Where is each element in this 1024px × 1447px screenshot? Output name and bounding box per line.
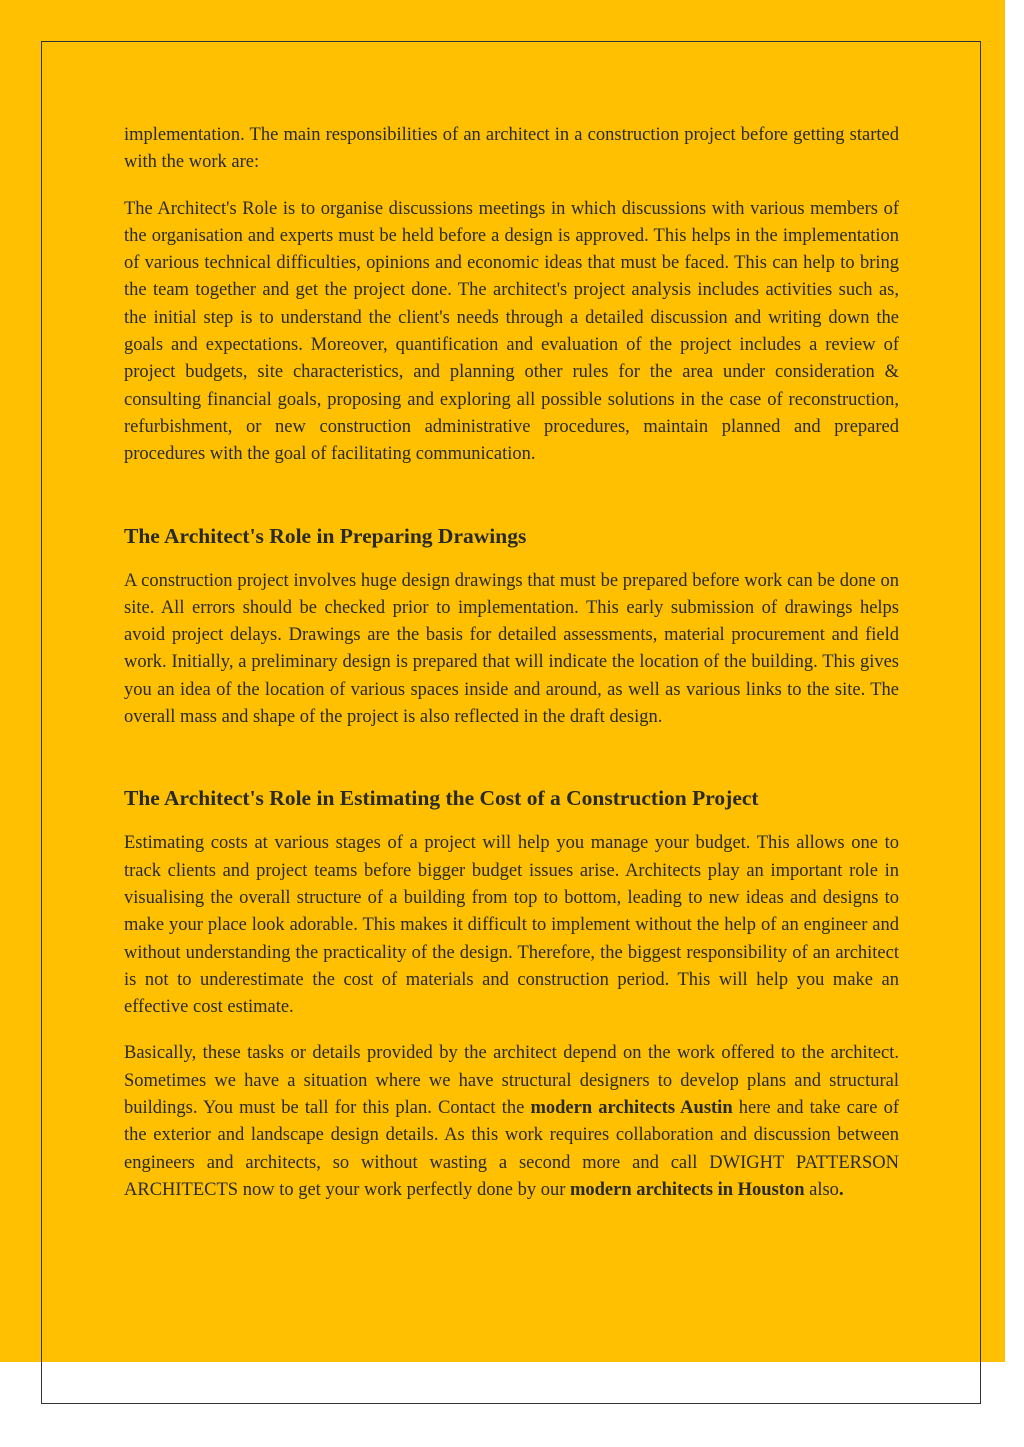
heading-estimating-cost: The Architect's Role in Estimating the Cost of a Construction Project [124,786,759,811]
heading-preparing-drawings: The Architect's Role in Preparing Drawings [124,523,527,548]
cost-text-part-1: Basically, these tasks or details provided by the architect depend on the work offered to the architect. Sometimes we have a situation where we have structural designers to develop plans and structural buildings. You must be tall for this plan. Contact the [124,1043,899,1119]
cost-text-end: . [838,1179,844,1200]
cost-text-part-3: also [804,1179,839,1200]
intro-paragraph-1: implementation. The main responsibilities of an architect in a construction project before getting started with the work are: [124,125,899,173]
drawings-paragraph: A construction project involves huge design drawings that must be prepared before work can be done on site. All errors should be checked prior to implementation. This early submission of drawings helps avoid project delays. Drawings are the basis for detailed assessments, material procurement and field work. Initially, a preliminary design is prepared that will indicate the location of the building. This gives you an idea of the location of various spaces inside and around, as well as various links to the site. The overall mass and shape of the project is also reflected in the draft design. [124,570,899,728]
intro-paragraph-2: The Architect's Role is to organise discussions meetings in which discussions with various members of the organisation and experts must be held before a design is approved. This helps in the implementation of various technical difficulties, opinions and economic ideas that must be faced. This can help to bring the team together and get the project done. The architect's project analysis includes activities such as, the initial step is to understand the client's needs through a detailed discussion and writing down the goals and expectations. Moreover, quantification and evaluation of the project includes a review of project budgets, site characteristics, and planning other rules for the area under consideration & consulting financial goals, proposing and exploring all possible solutions in the case of reconstruction, refurbishment, or new construction administrative procedures, maintain planned and prepared procedures with the goal of facilitating communication. [124,198,899,465]
link-modern-architects-houston[interactable]: modern architects in Houston [569,1179,805,1200]
link-modern-architects-austin[interactable]: modern architects Austin [530,1098,733,1119]
document-body [124,122,899,1223]
cost-text-part-2: here and take care of the exterior and landscape design details. As this work requires collaboration and discussion between engineers and architects, so without wasting a second more and call DWIGHT PATTERSON ARCHITECTS now to get your work perfectly done by our [124,1098,900,1200]
cost-paragraph-1: Estimating costs at various stages of a project will help you manage your budget. This allows one to track clients and project teams before bigger budget issues arise. Architects play an important role in visualising the overall structure of a building from top to bottom, leading to new ideas and designs to make your place look adorable. This makes it difficult to implement without the help of an engineer and without understanding the practicality of the design. Therefore, the biggest responsibility of an architect is not to underestimate the cost of materials and construction period. This will help you make an effective cost estimate. [124,833,899,1018]
cost-paragraph-2 [124,1040,899,1204]
